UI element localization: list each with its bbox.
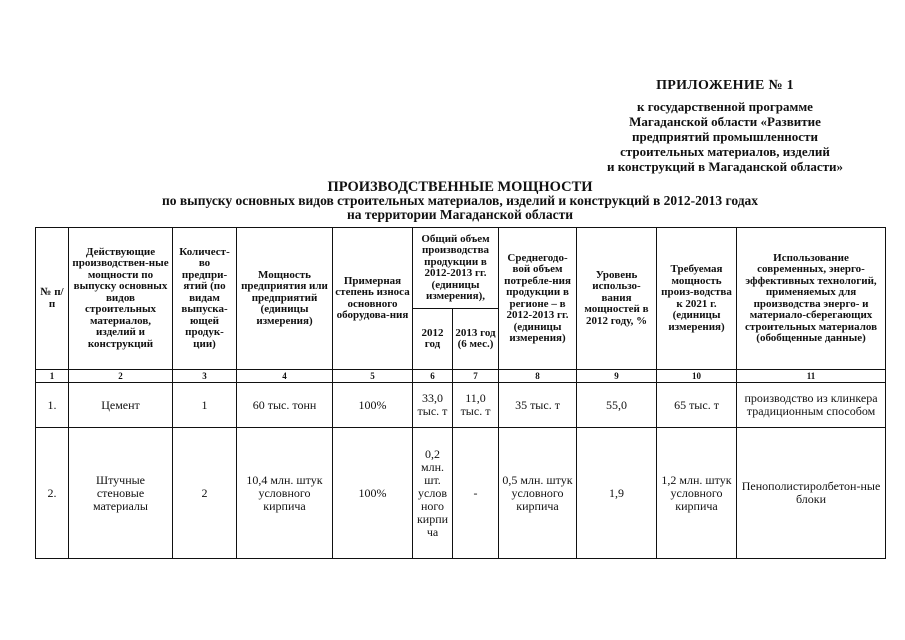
annex-block bbox=[560, 78, 890, 174]
title-line-1: ПРОИЗВОДСТВЕННЫЕ МОЩНОСТИ bbox=[327, 179, 593, 195]
header-usage: Уровень использо-вания мощностей в 2012 году, % bbox=[577, 228, 657, 370]
cell-count: 2 bbox=[173, 428, 237, 559]
header-volume: Общий объем производства продукции в 2012-2013 гг. (единицы измерения), bbox=[413, 228, 499, 309]
cell-power: 60 тыс. тонн bbox=[237, 383, 333, 428]
column-number: 9 bbox=[577, 370, 657, 383]
cell-tech: производство из клинкера традиционным способом bbox=[737, 383, 886, 428]
cell-2012: 33,0 тыс. т bbox=[413, 383, 453, 428]
column-number: 4 bbox=[237, 370, 333, 383]
header-count: Количест-во предпри-ятий (по видам выпуска-ющей продук-ции) bbox=[173, 228, 237, 370]
annex-title: ПРИЛОЖЕНИЕ № 1 bbox=[656, 78, 794, 93]
header-2013: 2013 год (6 мес.) bbox=[453, 309, 499, 370]
header-capacities: Действующие производствен-ные мощности по выпуску основных видов строительных материалов, изделий и конструкций bbox=[69, 228, 173, 370]
cell-power: 10,4 млн. штук условного кирпича bbox=[237, 428, 333, 559]
cell-wear: 100% bbox=[333, 428, 413, 559]
column-number: 8 bbox=[499, 370, 577, 383]
header-tech: Использование современных, энерго-эффективных технологий, применяемых для производства энерго- и материало-сберегающих строительных материалов (обобщенные данные) bbox=[737, 228, 886, 370]
table-row bbox=[36, 428, 886, 559]
cell-2013: - bbox=[453, 428, 499, 559]
cell-count: 1 bbox=[173, 383, 237, 428]
annex-line: и конструкций в Магаданской области» bbox=[606, 159, 844, 174]
cell-usage: 55,0 bbox=[577, 383, 657, 428]
cell-wear: 100% bbox=[333, 383, 413, 428]
cell-2013: 11,0 тыс. т bbox=[453, 383, 499, 428]
header-2012: 2012 год bbox=[413, 309, 453, 370]
cell-name: Штучные стеновые материалы bbox=[69, 428, 173, 559]
cell-2012: 0,2 млн. шт. услов ного кирпи ча bbox=[413, 428, 453, 559]
column-number: 6 bbox=[413, 370, 453, 383]
cell-tech: Пенополистиролбетон-ные блоки bbox=[737, 428, 886, 559]
header-power: Мощность предприятия или предприятий (единицы измерения) bbox=[237, 228, 333, 370]
cell-usage: 1,9 bbox=[577, 428, 657, 559]
cell-required: 65 тыс. т bbox=[657, 383, 737, 428]
column-number-row bbox=[36, 370, 886, 383]
column-number: 11 bbox=[737, 370, 886, 383]
header-required: Требуемая мощность произ-водства к 2021 г. (единицы измерения) bbox=[657, 228, 737, 370]
cell-consumption: 35 тыс. т bbox=[499, 383, 577, 428]
title-line-3: на территории Магаданской области bbox=[346, 207, 574, 222]
cell-name: Цемент bbox=[69, 383, 173, 428]
column-number: 1 bbox=[36, 370, 69, 383]
cell-num: 1. bbox=[36, 383, 69, 428]
annex-line: строительных материалов, изделий bbox=[620, 144, 830, 159]
header-consumption: Среднегодо-вой объем потребле-ния продукции в регионе – в 2012-2013 гг. (единицы измерения) bbox=[499, 228, 577, 370]
column-number: 10 bbox=[657, 370, 737, 383]
column-number: 3 bbox=[173, 370, 237, 383]
cell-required: 1,2 млн. штук условного кирпича bbox=[657, 428, 737, 559]
annex-line: предприятий промышленности bbox=[632, 129, 818, 144]
table-row bbox=[36, 383, 886, 428]
cell-num: 2. bbox=[36, 428, 69, 559]
header-row bbox=[36, 228, 886, 309]
column-number: 2 bbox=[69, 370, 173, 383]
column-number: 5 bbox=[333, 370, 413, 383]
document-title bbox=[100, 180, 820, 222]
cell-consumption: 0,5 млн. штук условного кирпича bbox=[499, 428, 577, 559]
header-wear: Примерная степень износа основного оборудова-ния bbox=[333, 228, 413, 370]
header-num: № п/п bbox=[36, 228, 69, 370]
annex-line: Магаданской области «Развитие bbox=[629, 114, 821, 129]
annex-line: к государственной программе bbox=[637, 99, 813, 114]
title-line-2: по выпуску основных видов строительных материалов, изделий и конструкций в 2012-2013 годах bbox=[161, 193, 759, 208]
capacity-table bbox=[35, 227, 886, 559]
column-number: 7 bbox=[453, 370, 499, 383]
